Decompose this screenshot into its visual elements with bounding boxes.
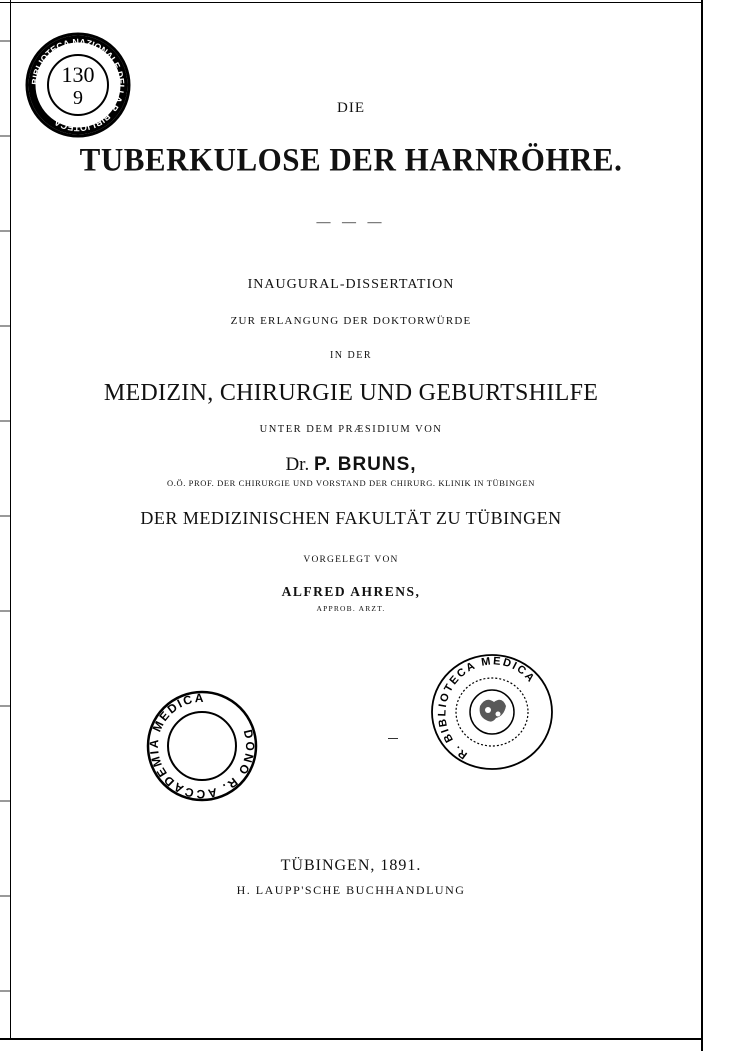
library-stamp-ring-text: BIBLIOTECA NAZIONALE DELLA R. BIBLIOTECA — [29, 36, 127, 134]
page-title: TUBERKULOSE DER HARNRÖHRE. — [79, 141, 623, 178]
publisher: H. LAUPP'SCHE BUCHHANDLUNG — [236, 883, 466, 897]
faculty-fields: MEDIZIN, CHIRURGIE UND GEBURTSHILFE — [103, 380, 599, 406]
supervisor-prefix: Dr. — [285, 454, 310, 475]
in-der-line: IN DER — [329, 350, 373, 361]
page-border-bottom — [0, 1038, 702, 1040]
author-title: APPROB. ARZT. — [316, 604, 386, 613]
donation-stamp — [145, 690, 259, 802]
faculty-line: DER MEDIZINISCHEN FAKULTÄT ZU TÜBINGEN — [140, 508, 562, 528]
dissertation-label: INAUGURAL-DISSERTATION — [247, 277, 455, 292]
library-stamp — [24, 32, 132, 138]
presented-by-line: VORGELEGT VON — [303, 555, 399, 565]
crest-icon — [470, 690, 514, 734]
library-stamp-number-bottom: 9 — [73, 87, 83, 109]
supervisor-title: O.Ö. PROF. DER CHIRURGIE UND VORSTAND DER CHIRURG. KLINIK IN TÜBINGEN — [167, 478, 535, 488]
place-year: TÜBINGEN, 1891. — [280, 857, 422, 874]
separator: — — — — [316, 215, 386, 230]
page-border-top — [0, 2, 702, 3]
supervisor-line — [0, 454, 702, 476]
purpose-line: ZUR ERLANGUNG DER DOKTORWÜRDE — [230, 315, 472, 327]
medical-library-stamp — [428, 652, 556, 772]
author-name: ALFRED AHRENS, — [281, 584, 421, 599]
under-presidium-line: UNTER DEM PRÆSIDIUM VON — [259, 424, 443, 435]
medical-library-stamp-ring-text: R. BIBLIOTECA MEDICA — [436, 655, 538, 762]
stray-mark — [388, 738, 398, 739]
header-word: DIE — [337, 100, 365, 116]
donation-stamp-ring-text: DONO R. ACCADEMIA MEDICA — [146, 690, 258, 802]
library-stamp-number-top: 130 — [61, 62, 95, 87]
supervisor-name: P. BRUNS, — [313, 454, 417, 475]
